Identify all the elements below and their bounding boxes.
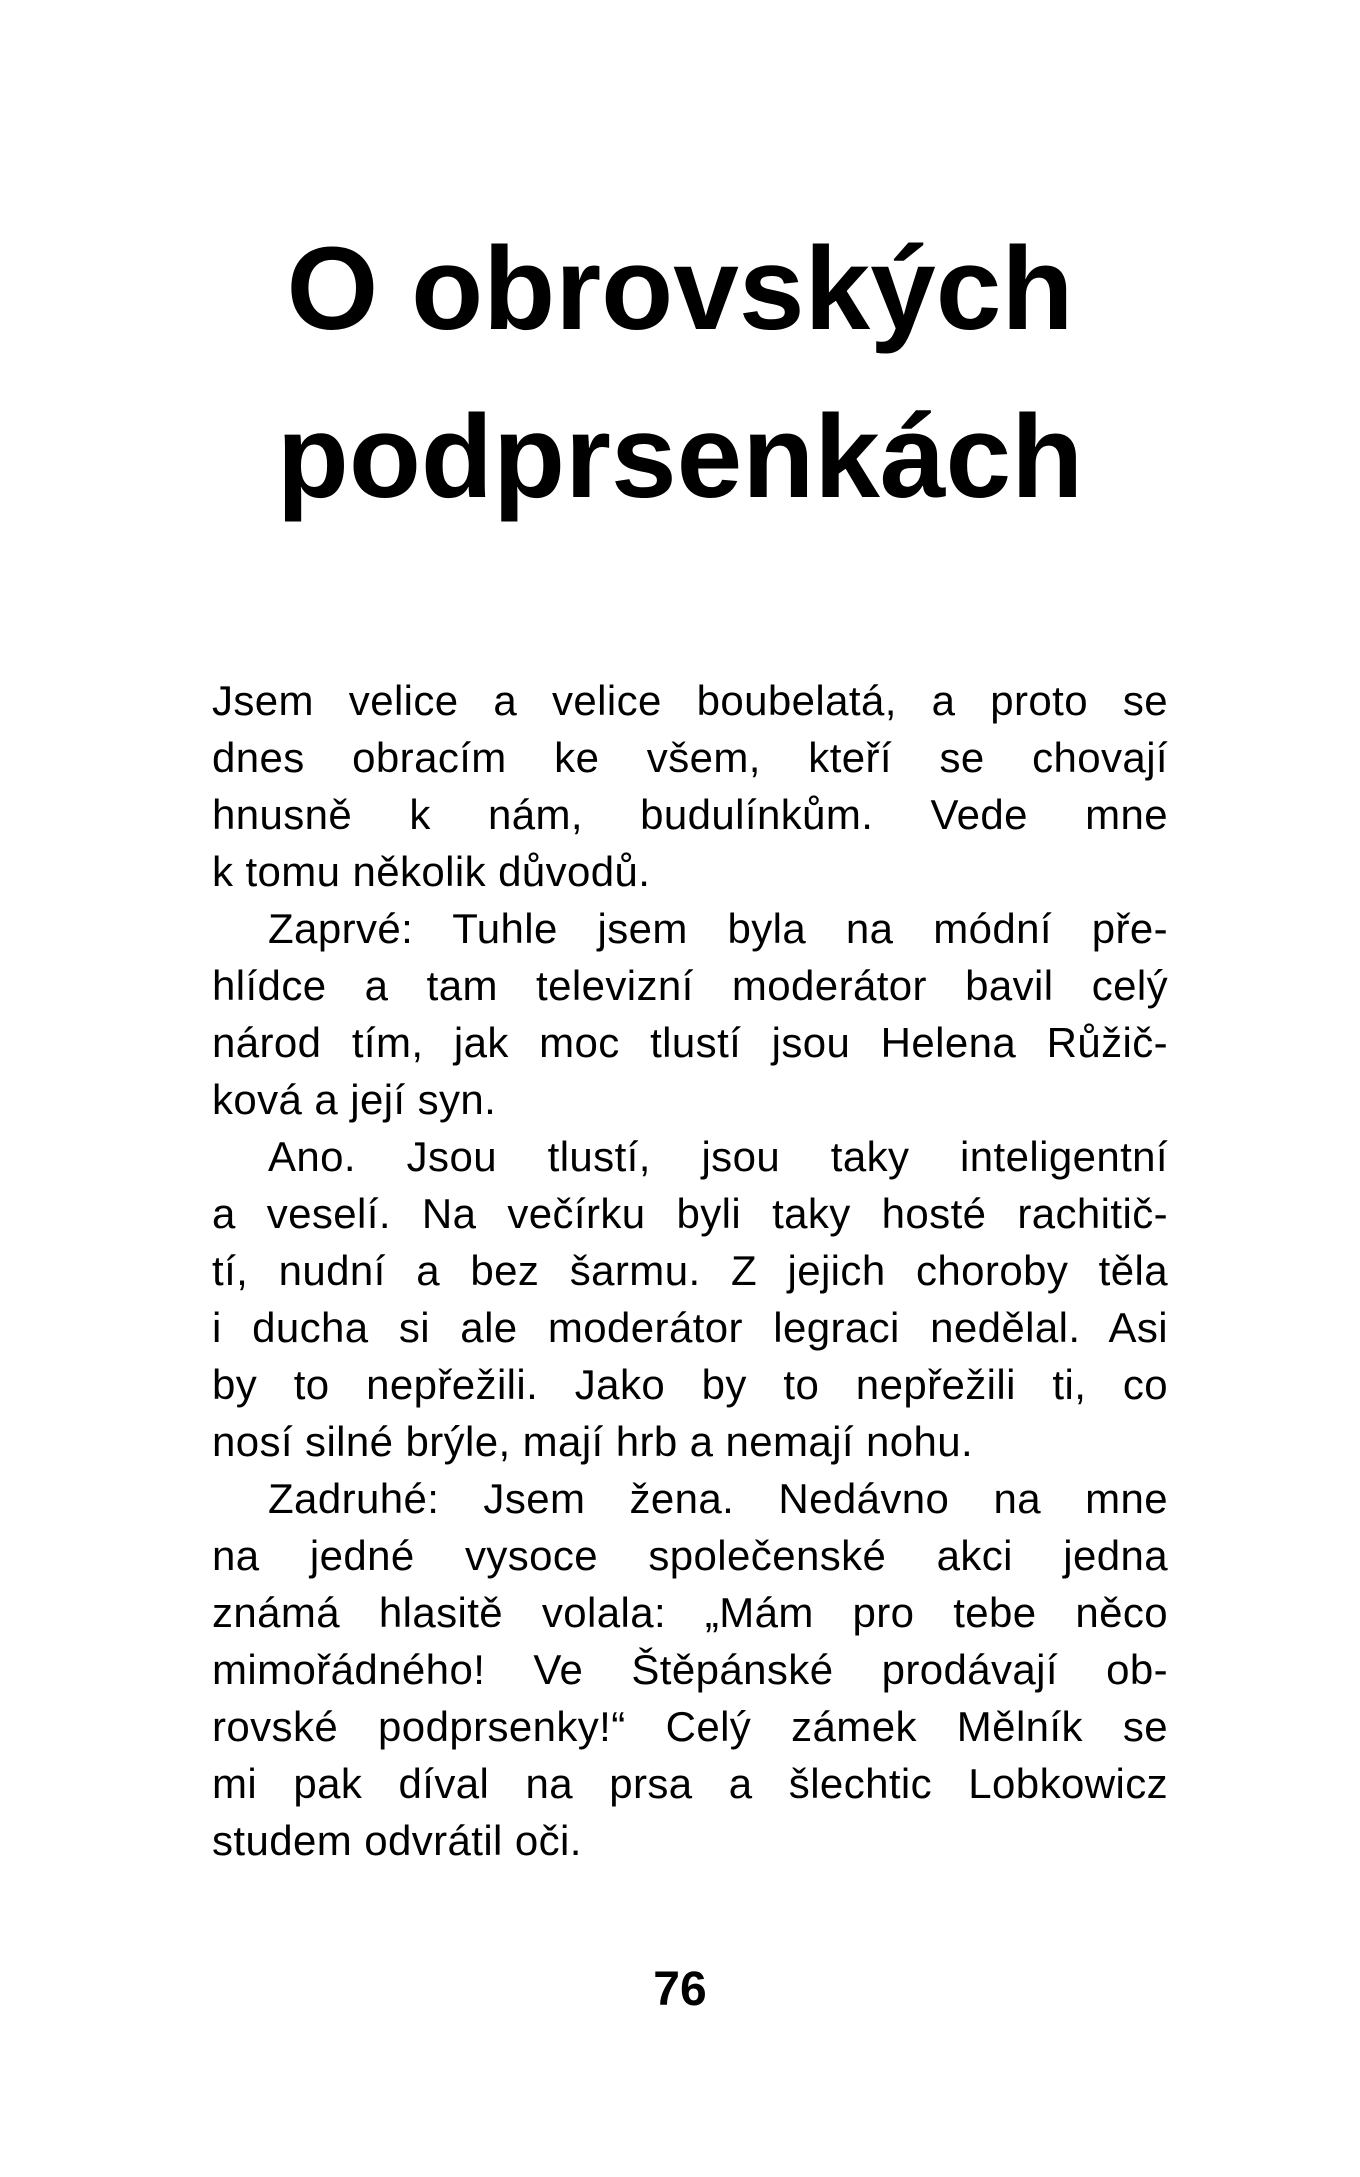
text-line: Zadruhé: Jsem žena. Nedávno na mne xyxy=(268,1475,1168,1522)
body-text xyxy=(212,672,1168,1869)
text-line: mi pak díval na prsa a šlechtic Lobkowicz xyxy=(212,1760,1168,1807)
text-line: hlídce a tam televizní moderátor bavil celý xyxy=(212,962,1168,1009)
text-line: Zaprvé: Tuhle jsem byla na módní pře- xyxy=(268,905,1168,952)
text-line: Jsem velice a velice boubelatá, a proto se xyxy=(212,677,1168,724)
paragraph xyxy=(212,1470,1168,1869)
paragraph xyxy=(212,1128,1168,1470)
paragraph xyxy=(212,672,1168,900)
text-line: Ano. Jsou tlustí, jsou taky inteligentní xyxy=(268,1133,1168,1180)
text-line: na jedné vysoce společenské akci jedna xyxy=(212,1532,1168,1579)
text-line: nosí silné brýle, mají hrb a nemají nohu. xyxy=(212,1418,974,1465)
text-line: dnes obracím ke všem, kteří se chovají xyxy=(212,734,1168,781)
text-line: hnusně k nám, budulínkům. Vede mne xyxy=(212,791,1168,838)
text-line: i ducha si ale moderátor legraci nedělal. Asi xyxy=(212,1304,1168,1351)
page-title-line-1: O obrovských xyxy=(286,223,1074,355)
page-number: 76 xyxy=(653,1963,707,2016)
page-title-line-2: podprsenkách xyxy=(276,391,1084,523)
text-line: studem odvrátil oči. xyxy=(212,1817,582,1864)
page-title xyxy=(0,205,1360,541)
paragraph xyxy=(212,900,1168,1128)
text-line: ková a její syn. xyxy=(212,1076,497,1123)
text-line: k tomu několik důvodů. xyxy=(212,848,651,895)
text-line: by to nepřežili. Jako by to nepřežili ti, co xyxy=(212,1361,1168,1408)
text-line: tí, nudní a bez šarmu. Z jejich choroby těla xyxy=(212,1247,1168,1294)
text-line: a veselí. Na večírku byli taky hosté rachitič- xyxy=(212,1190,1168,1237)
text-line: mimořádného! Ve Štěpánské prodávají ob- xyxy=(212,1646,1168,1693)
text-line: národ tím, jak moc tlustí jsou Helena Růžič- xyxy=(212,1019,1168,1066)
text-line: rovské podprsenky!“ Celý zámek Mělník se xyxy=(212,1703,1168,1750)
text-line: známá hlasitě volala: „Mám pro tebe něco xyxy=(212,1589,1168,1636)
